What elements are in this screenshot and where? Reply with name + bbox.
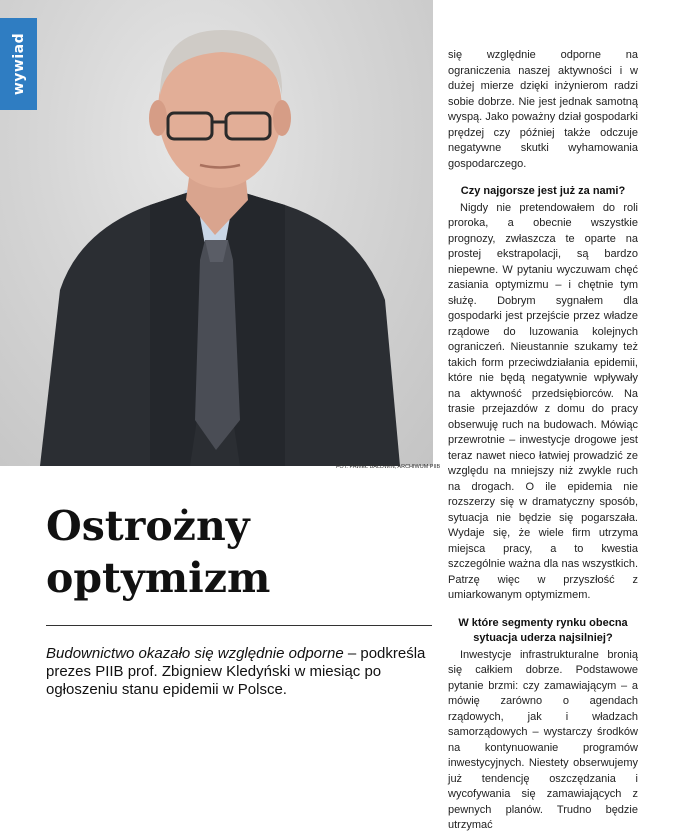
section-tab-label: wywiad	[10, 32, 27, 96]
lead-italic: Budownictwo okazało się względnie odporne	[46, 645, 344, 662]
article-headline	[46, 500, 270, 604]
article-lead	[46, 645, 438, 699]
column-paragraph-3: Inwestycje infrastrukturalne bronią się całkiem dobrze. Podstawowe pytanie brzmi: czy zamawiającym – a mówię zarówno o agendach rządowych, jak i władzach samorządowych – wystarczy środków na kontynuowanie programów inwestycyjnych. Niestety obserwujemy już tendencję oszczędzania i wycofywania się zamawiających z pewnych planów. Trudno będzie utrzymać	[448, 648, 638, 831]
portrait-illustration	[0, 0, 433, 466]
interview-question-2: W które segmenty rynku obecna sytuacja uderza najsilniej?	[458, 616, 628, 644]
headline-line-1: Ostrożny	[46, 502, 250, 550]
headline-line-2: optymizm	[46, 554, 271, 602]
photo-credit: FOT. PAWEŁ BALDWIN, ARCHIWUM PIIB	[336, 464, 441, 470]
portrait-photo	[0, 0, 433, 466]
headline-divider	[46, 625, 432, 626]
interview-question-1: Czy najgorsze jest już za nami?	[460, 185, 626, 197]
article-column	[448, 48, 638, 831]
lead-text: – podkreśla prezes PIIB prof. Zbigniew Kledyński w miesiąc po ogłoszeniu stanu epidemii w Polsce.	[46, 645, 426, 698]
column-paragraph-1: się względnie odporne na ograniczenia naszej aktywności i w dużej mierze dzięki inżynierom radzi sobie dobrze. Nie jest jednak samotną wyspą. Jako poważny dział gospodarki prędzej czy później także odczuje negatywne skutki wyhamowania gospodarczego.	[448, 49, 638, 170]
section-tab	[0, 18, 37, 110]
column-paragraph-2: Nigdy nie pretendowałem do roli proroka, a obecnie wszystkie prognozy, zwłaszcza te oparte na prostej ekstrapolacji, są bardzo niepewne. W pytaniu wyczuwam chęć zasiania optymizmu – i chętnie tym służę. Dobrym sygnałem dla gospodarki jest przejście przez władze rządowe do luzowania kolejnych ograniczeń. Nieustannie szukamy też takich form przeciwdziałania epidemii, które nie będą negatywnie wpływały na aktywność przedsiębiorców. Na trasie przejazdów z domu do pracy obserwuję ruch na budowach. Mówiąc przewrotnie – inwestycje drogowe jest teraz nawet nieco łatwiej prowadzić ze względu na mniejszy niż zwykle ruch na drogach. O ile epidemia nie rozszerzy się w dramatyczny sposób, sytuacja nie będzie się pogarszała. Wydaje się, że wiele firm utrzyma miejsca pracy, a to kwestia szczególnie ważna dla nas wszystkich. Patrzę więc w przyszłość z umiarkowanym optymizmem.	[448, 201, 638, 601]
